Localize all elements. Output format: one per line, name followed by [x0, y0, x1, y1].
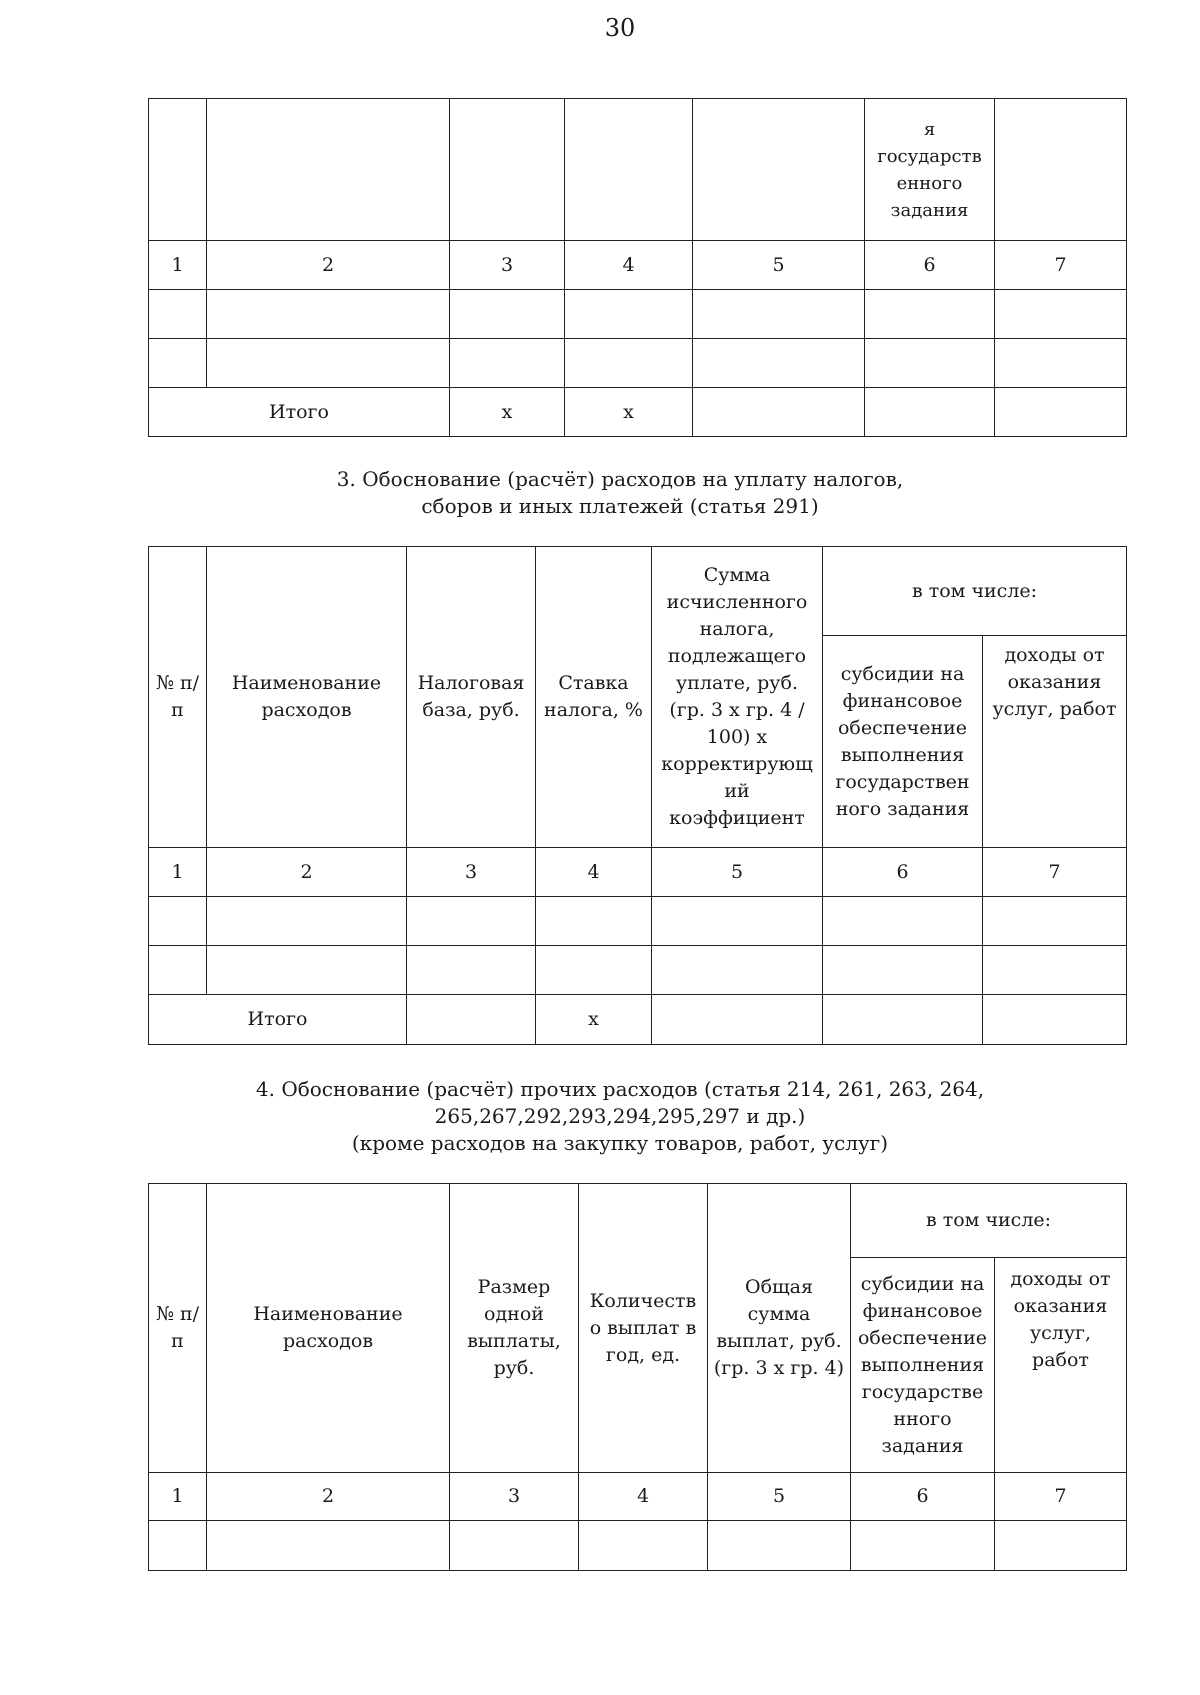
column-number: 3 — [407, 848, 536, 897]
total-label: Итого — [149, 995, 407, 1045]
column-number: 4 — [536, 848, 652, 897]
header-payment-count: Количеств о выплат в год, ед. — [579, 1184, 708, 1473]
column-number: 2 — [207, 1473, 450, 1521]
header-subsidy: субсидии на финансовое обеспечение выполнения государствен ного задания — [823, 636, 983, 848]
column-number: 5 — [693, 241, 865, 290]
column-number: 1 — [149, 1473, 207, 1521]
column-number-row — [149, 1473, 1127, 1521]
total-label: Итого — [149, 388, 450, 437]
column-number: 6 — [851, 1473, 995, 1521]
header-income: доходы от оказания услуг, работ — [983, 636, 1127, 848]
total-cell: х — [565, 388, 693, 437]
column-number: 2 — [207, 241, 450, 290]
column-number-row — [149, 848, 1127, 897]
header-payment-size: Размер одной выплаты, руб. — [450, 1184, 579, 1473]
page-number: 30 — [604, 14, 636, 42]
header-including: в том числе: — [851, 1184, 1127, 1258]
column-number: 7 — [983, 848, 1127, 897]
column-number: 3 — [450, 1473, 579, 1521]
table-row — [149, 339, 1127, 388]
total-row — [149, 995, 1127, 1045]
section4-table — [148, 1183, 1127, 1571]
column-number: 1 — [149, 241, 207, 290]
column-number: 5 — [708, 1473, 851, 1521]
header-row — [149, 547, 1127, 636]
column-number: 6 — [865, 241, 995, 290]
total-cell: х — [536, 995, 652, 1045]
header-num: № п/п — [149, 547, 207, 848]
table-row — [149, 946, 1127, 995]
table-row — [149, 290, 1127, 339]
header-subsidy: субсидии на финансовое обеспечение выполнения государстве нного задания — [851, 1258, 995, 1473]
header-income: доходы от оказания услуг, работ — [995, 1258, 1127, 1473]
column-number: 2 — [207, 848, 407, 897]
column-number: 4 — [579, 1473, 708, 1521]
table-row — [149, 897, 1127, 946]
header-total-sum: Общая сумма выплат, руб. (гр. 3 х гр. 4) — [708, 1184, 851, 1473]
total-cell: х — [450, 388, 565, 437]
column-number: 7 — [995, 241, 1127, 290]
header-row — [149, 1184, 1127, 1258]
section3-heading: 3. Обоснование (расчёт) расходов на уплату налогов, сборов и иных платежей (статья 291) — [336, 467, 904, 518]
header-including: в том числе: — [823, 547, 1127, 636]
column-number: 4 — [565, 241, 693, 290]
header-tax-rate: Ставка налога, % — [536, 547, 652, 848]
column-number: 7 — [995, 1473, 1127, 1521]
header-tax-base: Налоговая база, руб. — [407, 547, 536, 848]
table-row — [149, 1521, 1127, 1571]
column-number-row — [149, 241, 1127, 290]
total-row — [149, 388, 1127, 437]
header-cell: я государств енного задания — [865, 99, 995, 241]
section3-table — [148, 546, 1127, 1045]
header-name: Наименование расходов — [207, 1184, 450, 1473]
column-number: 1 — [149, 848, 207, 897]
table-continued — [148, 98, 1127, 437]
header-name: Наименование расходов — [207, 547, 407, 848]
column-number: 6 — [823, 848, 983, 897]
table-row — [149, 99, 1127, 241]
header-tax-sum: Сумма исчисленного налога, подлежащего уплате, руб. (гр. 3 х гр. 4 / 100) х корректирующ ий коэффициент — [652, 547, 823, 848]
column-number: 3 — [450, 241, 565, 290]
column-number: 5 — [652, 848, 823, 897]
section4-heading: 4. Обоснование (расчёт) прочих расходов (статья 214, 261, 263, 264, 265,267,292,293,294,295,297 и др.) (кроме расходов на закупку товаров, работ, услуг) — [255, 1077, 985, 1155]
header-num: № п/п — [149, 1184, 207, 1473]
